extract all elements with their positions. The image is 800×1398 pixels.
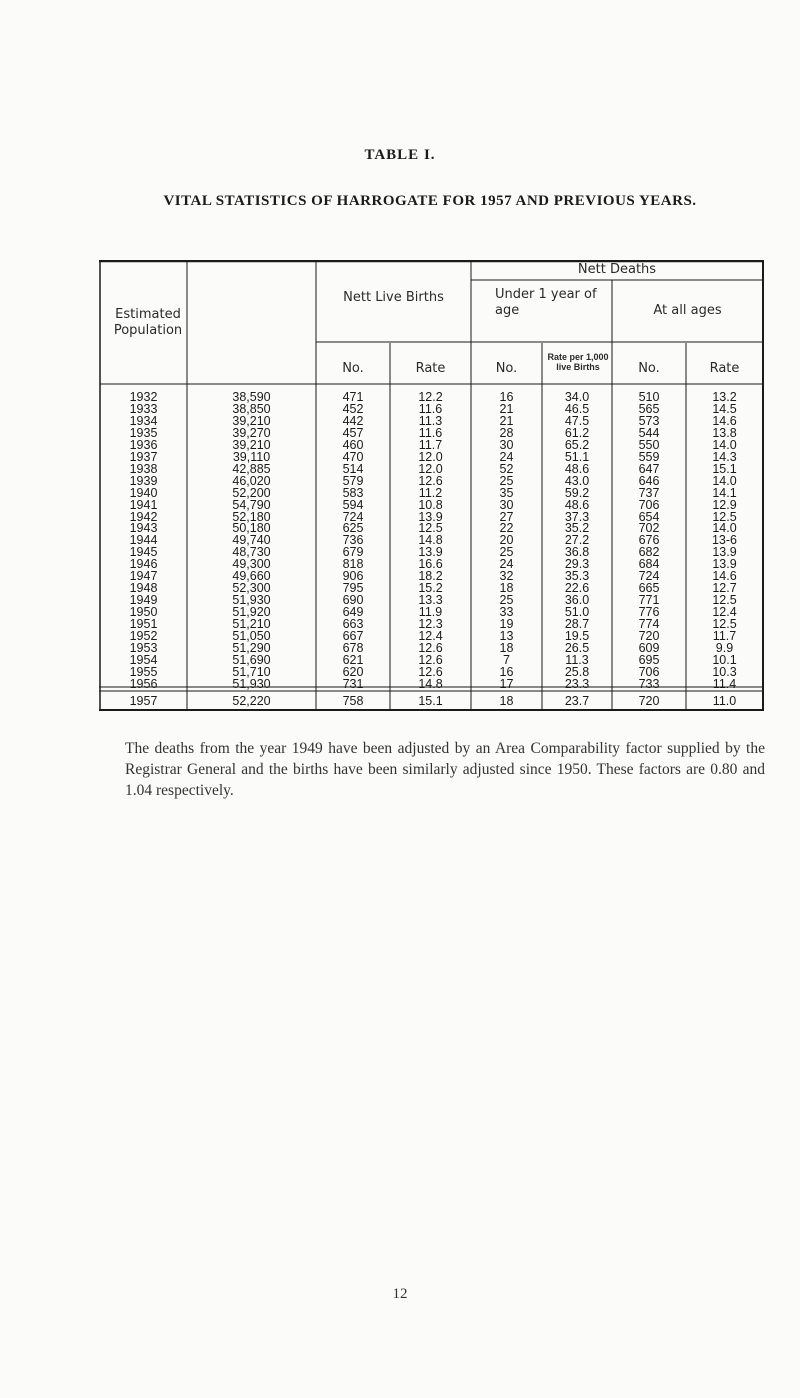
cell-year: 1954	[129, 652, 158, 667]
cell-deaths-no: 544	[638, 425, 660, 440]
cell-deaths-rate: 14.0	[712, 473, 737, 488]
cell-population: 51,050	[232, 629, 271, 643]
cell-births-no: 621	[342, 652, 364, 667]
cell-population: 51,210	[232, 617, 271, 632]
cell-year: 1942	[129, 509, 158, 524]
cell-infant-no: 27	[499, 509, 514, 524]
cell-population: 51,710	[232, 664, 271, 679]
cell-deaths-no: 706	[638, 664, 660, 679]
cell-infant-rate: 19.5	[564, 629, 590, 643]
header-nett-deaths: Nett Deaths	[577, 262, 657, 277]
cell-infant-no: 7	[503, 652, 510, 667]
cell-births-rate: 12.6	[418, 640, 443, 655]
cell-deaths-no: 720	[638, 694, 660, 708]
cell-infant-rate: 47.5	[564, 413, 590, 428]
cell-infant-no: 18	[499, 694, 514, 708]
header-births-no: No.	[342, 361, 364, 376]
cell-deaths-rate: 10.3	[712, 664, 737, 679]
cell-births-rate: 16.6	[418, 557, 443, 572]
cell-population: 51,930	[232, 593, 271, 608]
cell-deaths-rate: 13-6	[711, 533, 738, 548]
cell-births-rate: 13.9	[418, 509, 443, 524]
cell-infant-rate: 26.5	[564, 640, 590, 655]
cell-births-rate: 12.6	[418, 664, 443, 679]
cell-births-rate: 12.0	[418, 461, 443, 476]
cell-infant-rate: 25.8	[564, 664, 590, 679]
cell-population: 51,920	[232, 605, 271, 620]
vital-statistics-table	[99, 260, 764, 711]
cell-deaths-no: 733	[638, 676, 660, 691]
cell-infant-no: 19	[499, 617, 514, 632]
cell-infant-no: 30	[499, 437, 514, 452]
page-number: 12	[392, 1286, 408, 1302]
cell-deaths-no: 550	[638, 437, 660, 452]
cell-infant-no: 30	[499, 497, 514, 512]
cell-births-no: 470	[342, 449, 364, 464]
cell-population: 38,850	[232, 401, 271, 416]
cell-births-no: 442	[342, 413, 364, 428]
cell-population: 38,590	[232, 390, 271, 404]
cell-deaths-rate: 13.8	[712, 425, 737, 440]
cell-infant-rate: 35.3	[564, 569, 590, 584]
cell-deaths-rate: 12.4	[712, 605, 737, 620]
cell-infant-rate: 37.3	[564, 509, 590, 524]
cell-infant-no: 28	[499, 425, 514, 440]
cell-births-no: 594	[342, 497, 364, 512]
cell-infant-no: 21	[499, 413, 514, 428]
cell-infant-no: 24	[499, 557, 514, 572]
cell-births-rate: 18.2	[418, 569, 443, 584]
cell-population: 39,270	[232, 425, 271, 440]
cell-deaths-no: 776	[638, 605, 660, 620]
cell-births-no: 663	[342, 617, 364, 632]
cell-births-rate: 12.0	[418, 449, 443, 464]
cell-births-no: 906	[342, 569, 364, 584]
cell-infant-no: 18	[499, 640, 514, 655]
cell-year: 1957	[129, 694, 158, 708]
cell-year: 1951	[129, 617, 158, 632]
cell-year: 1937	[129, 449, 158, 464]
cell-infant-rate: 23.3	[564, 676, 590, 691]
cell-births-rate: 11.2	[418, 485, 443, 500]
cell-infant-rate: 48.6	[564, 497, 590, 512]
cell-births-rate: 15.2	[418, 581, 443, 596]
header-all-ages-rate: Rate	[709, 361, 740, 376]
cell-deaths-no: 676	[638, 533, 660, 548]
cell-deaths-rate: 11.7	[712, 629, 737, 643]
cell-population: 52,300	[232, 581, 271, 596]
cell-deaths-rate: 13.9	[712, 557, 737, 572]
header-nett-live-births: Nett Live Births	[343, 290, 444, 305]
cell-year: 1946	[129, 557, 158, 572]
cell-infant-rate: 23.7	[564, 694, 590, 708]
cell-population: 48,730	[232, 545, 271, 560]
cell-infant-no: 21	[499, 401, 514, 416]
cell-population: 49,740	[232, 533, 271, 548]
cell-year: 1938	[129, 461, 158, 476]
cell-population: 51,290	[232, 640, 271, 655]
cell-infant-no: 17	[499, 676, 514, 691]
cell-births-no: 731	[342, 676, 364, 691]
cell-births-rate: 11.6	[418, 425, 443, 440]
cell-infant-rate: 22.6	[564, 581, 590, 596]
cell-infant-rate: 48.6	[564, 461, 590, 476]
cell-year: 1940	[129, 485, 158, 500]
cell-deaths-no: 682	[638, 545, 660, 560]
cell-births-no: 471	[342, 390, 364, 404]
cell-births-no: 625	[342, 521, 364, 536]
cell-year: 1939	[129, 473, 158, 488]
cell-births-no: 583	[342, 485, 364, 500]
cell-year: 1952	[129, 629, 158, 643]
cell-deaths-no: 565	[638, 401, 660, 416]
cell-births-no: 620	[342, 664, 364, 679]
cell-population: 51,930	[232, 676, 271, 691]
cell-infant-no: 52	[499, 461, 514, 476]
header-at-all-ages: At all ages	[653, 303, 722, 318]
cell-births-rate: 11.9	[418, 605, 443, 620]
cell-year: 1943	[129, 521, 158, 536]
cell-population: 54,790	[232, 497, 271, 512]
cell-population: 52,200	[232, 485, 271, 500]
cell-deaths-rate: 14.3	[712, 449, 737, 464]
cell-deaths-no: 724	[638, 569, 660, 584]
cell-year: 1933	[129, 401, 158, 416]
cell-births-rate: 14.8	[418, 533, 443, 548]
cell-infant-rate: 36.8	[564, 545, 590, 560]
cell-deaths-rate: 14.1	[712, 485, 737, 500]
cell-year: 1947	[129, 569, 158, 584]
cell-year: 1936	[129, 437, 158, 452]
cell-deaths-no: 706	[638, 497, 660, 512]
cell-infant-rate: 51.0	[564, 605, 590, 620]
cell-births-no: 724	[342, 509, 364, 524]
cell-deaths-rate: 12.5	[712, 593, 737, 608]
cell-infant-rate: 28.7	[564, 617, 590, 632]
cell-births-rate: 12.4	[418, 629, 443, 643]
cell-year: 1953	[129, 640, 158, 655]
cell-births-no: 679	[342, 545, 364, 560]
cell-births-rate: 13.3	[418, 593, 443, 608]
cell-births-rate: 15.1	[418, 694, 443, 708]
footnote: The deaths from the year 1949 have been adjusted by an Area Comparability factor supplied by the Registrar General and the births have been similarly adjusted since 1950. These factors are 0.80 and 1.04 respectively.	[125, 740, 765, 799]
cell-infant-no: 25	[499, 545, 514, 560]
cell-year: 1945	[129, 545, 158, 560]
cell-infant-no: 25	[499, 473, 514, 488]
cell-infant-no: 25	[499, 593, 514, 608]
cell-infant-no: 24	[499, 449, 514, 464]
cell-births-no: 736	[342, 533, 364, 548]
cell-population: 49,660	[232, 569, 271, 584]
cell-deaths-rate: 14.5	[712, 401, 737, 416]
cell-births-rate: 12.6	[418, 473, 443, 488]
header-births-rate: Rate	[415, 361, 446, 376]
cell-year: 1955	[129, 664, 158, 679]
cell-deaths-no: 684	[638, 557, 660, 572]
cell-population: 49,300	[232, 557, 271, 572]
cell-population: 50,180	[232, 521, 271, 536]
cell-infant-no: 33	[499, 605, 514, 620]
cell-deaths-no: 774	[638, 617, 660, 632]
cell-deaths-no: 559	[638, 449, 660, 464]
cell-population: 52,180	[232, 509, 271, 524]
cell-deaths-no: 702	[638, 521, 660, 536]
cell-year: 1935	[129, 425, 158, 440]
cell-births-rate: 12.5	[418, 521, 443, 536]
cell-infant-rate: 61.2	[564, 425, 590, 440]
cell-births-no: 579	[342, 473, 364, 488]
cell-year: 1934	[129, 413, 158, 428]
cell-infant-rate: 29.3	[564, 557, 590, 572]
cell-infant-rate: 43.0	[564, 473, 590, 488]
cell-births-no: 514	[342, 461, 364, 476]
cell-year: 1956	[129, 676, 158, 691]
cell-deaths-no: 647	[638, 461, 660, 476]
cell-deaths-rate: 13.2	[712, 390, 737, 404]
cell-births-rate: 11.7	[418, 437, 443, 452]
cell-infant-rate: 51.1	[564, 449, 590, 464]
cell-population: 39,210	[232, 413, 271, 428]
cell-deaths-no: 771	[638, 593, 660, 608]
cell-infant-rate: 46.5	[564, 401, 590, 416]
cell-births-no: 649	[342, 605, 364, 620]
cell-births-no: 678	[342, 640, 364, 655]
cell-population: 42,885	[232, 461, 271, 476]
cell-deaths-no: 609	[638, 640, 660, 655]
cell-population: 51,690	[232, 652, 271, 667]
cell-births-no: 457	[342, 425, 364, 440]
cell-deaths-rate: 9.9	[715, 640, 734, 655]
cell-deaths-rate: 12.5	[712, 617, 737, 632]
cell-births-rate: 14.8	[418, 676, 443, 691]
cell-year: 1944	[129, 533, 158, 548]
cell-births-no: 795	[342, 581, 364, 596]
cell-deaths-rate: 11.4	[712, 676, 737, 691]
cell-deaths-no: 665	[638, 581, 660, 596]
cell-year: 1949	[129, 593, 158, 608]
cell-births-no: 452	[342, 401, 364, 416]
cell-year: 1932	[129, 390, 158, 404]
cell-deaths-no: 654	[638, 509, 660, 524]
cell-births-rate: 11.3	[418, 413, 443, 428]
cell-year: 1950	[129, 605, 158, 620]
cell-infant-rate: 11.3	[565, 652, 589, 667]
cell-deaths-no: 720	[638, 629, 660, 643]
cell-deaths-rate: 15.1	[712, 461, 737, 476]
cell-infant-rate: 35.2	[564, 521, 590, 536]
cell-deaths-rate: 10.1	[712, 652, 737, 667]
cell-births-rate: 12.3	[418, 617, 443, 632]
cell-deaths-rate: 12.7	[712, 581, 737, 596]
cell-infant-no: 13	[499, 629, 514, 643]
header-all-ages-no: No.	[638, 361, 660, 376]
cell-population: 39,110	[232, 449, 271, 464]
cell-infant-no: 32	[499, 569, 514, 584]
cell-deaths-rate: 12.5	[712, 509, 737, 524]
cell-infant-rate: 34.0	[564, 390, 590, 404]
cell-births-no: 460	[342, 437, 364, 452]
cell-infant-rate: 65.2	[564, 437, 590, 452]
cell-births-rate: 12.2	[418, 390, 443, 404]
header-under-one-year: Under 1 year of age	[495, 287, 597, 318]
cell-deaths-rate: 14.6	[712, 413, 737, 428]
cell-births-rate: 10.8	[418, 497, 443, 512]
cell-births-rate: 13.9	[418, 545, 443, 560]
cell-deaths-rate: 14.6	[712, 569, 737, 584]
table-title: TABLE I.	[364, 147, 436, 163]
cell-births-rate: 12.6	[418, 652, 443, 667]
cell-infant-no: 35	[499, 485, 514, 500]
cell-births-rate: 11.6	[418, 401, 443, 416]
cell-infant-rate: 27.2	[564, 533, 590, 548]
cell-year: 1941	[129, 497, 158, 512]
cell-infant-rate: 59.2	[564, 485, 590, 500]
cell-births-no: 758	[342, 694, 364, 708]
cell-births-no: 818	[342, 557, 364, 572]
cell-deaths-rate: 11.0	[712, 694, 737, 708]
cell-infant-no: 16	[499, 664, 514, 679]
table-subtitle: VITAL STATISTICS OF HARROGATE FOR 1957 AND PREVIOUS YEARS.	[163, 193, 697, 209]
cell-infant-no: 22	[499, 521, 514, 536]
cell-deaths-no: 510	[638, 390, 660, 404]
cell-births-no: 690	[342, 593, 364, 608]
cell-deaths-rate: 14.0	[712, 437, 737, 452]
cell-infant-rate: 36.0	[564, 593, 590, 608]
header-infant-no: No.	[495, 361, 518, 376]
header-estimated-population: Estimated Population	[113, 307, 183, 338]
cell-population: 46,020	[232, 473, 271, 488]
cell-deaths-rate: 14.0	[712, 521, 737, 536]
cell-deaths-no: 737	[638, 485, 660, 500]
cell-year: 1948	[129, 581, 158, 596]
cell-deaths-no: 646	[638, 473, 660, 488]
cell-population: 39,210	[232, 437, 271, 452]
cell-deaths-no: 573	[638, 413, 660, 428]
cell-infant-no: 20	[499, 533, 514, 548]
cell-deaths-no: 695	[638, 652, 660, 667]
cell-births-no: 667	[342, 629, 364, 643]
header-infant-rate-per-1000: Rate per 1,000 live Births	[547, 352, 609, 372]
cell-deaths-rate: 13.9	[712, 545, 737, 560]
cell-deaths-rate: 12.9	[712, 497, 737, 512]
cell-infant-no: 16	[499, 390, 514, 404]
cell-infant-no: 18	[499, 581, 514, 596]
cell-population: 52,220	[232, 694, 271, 708]
